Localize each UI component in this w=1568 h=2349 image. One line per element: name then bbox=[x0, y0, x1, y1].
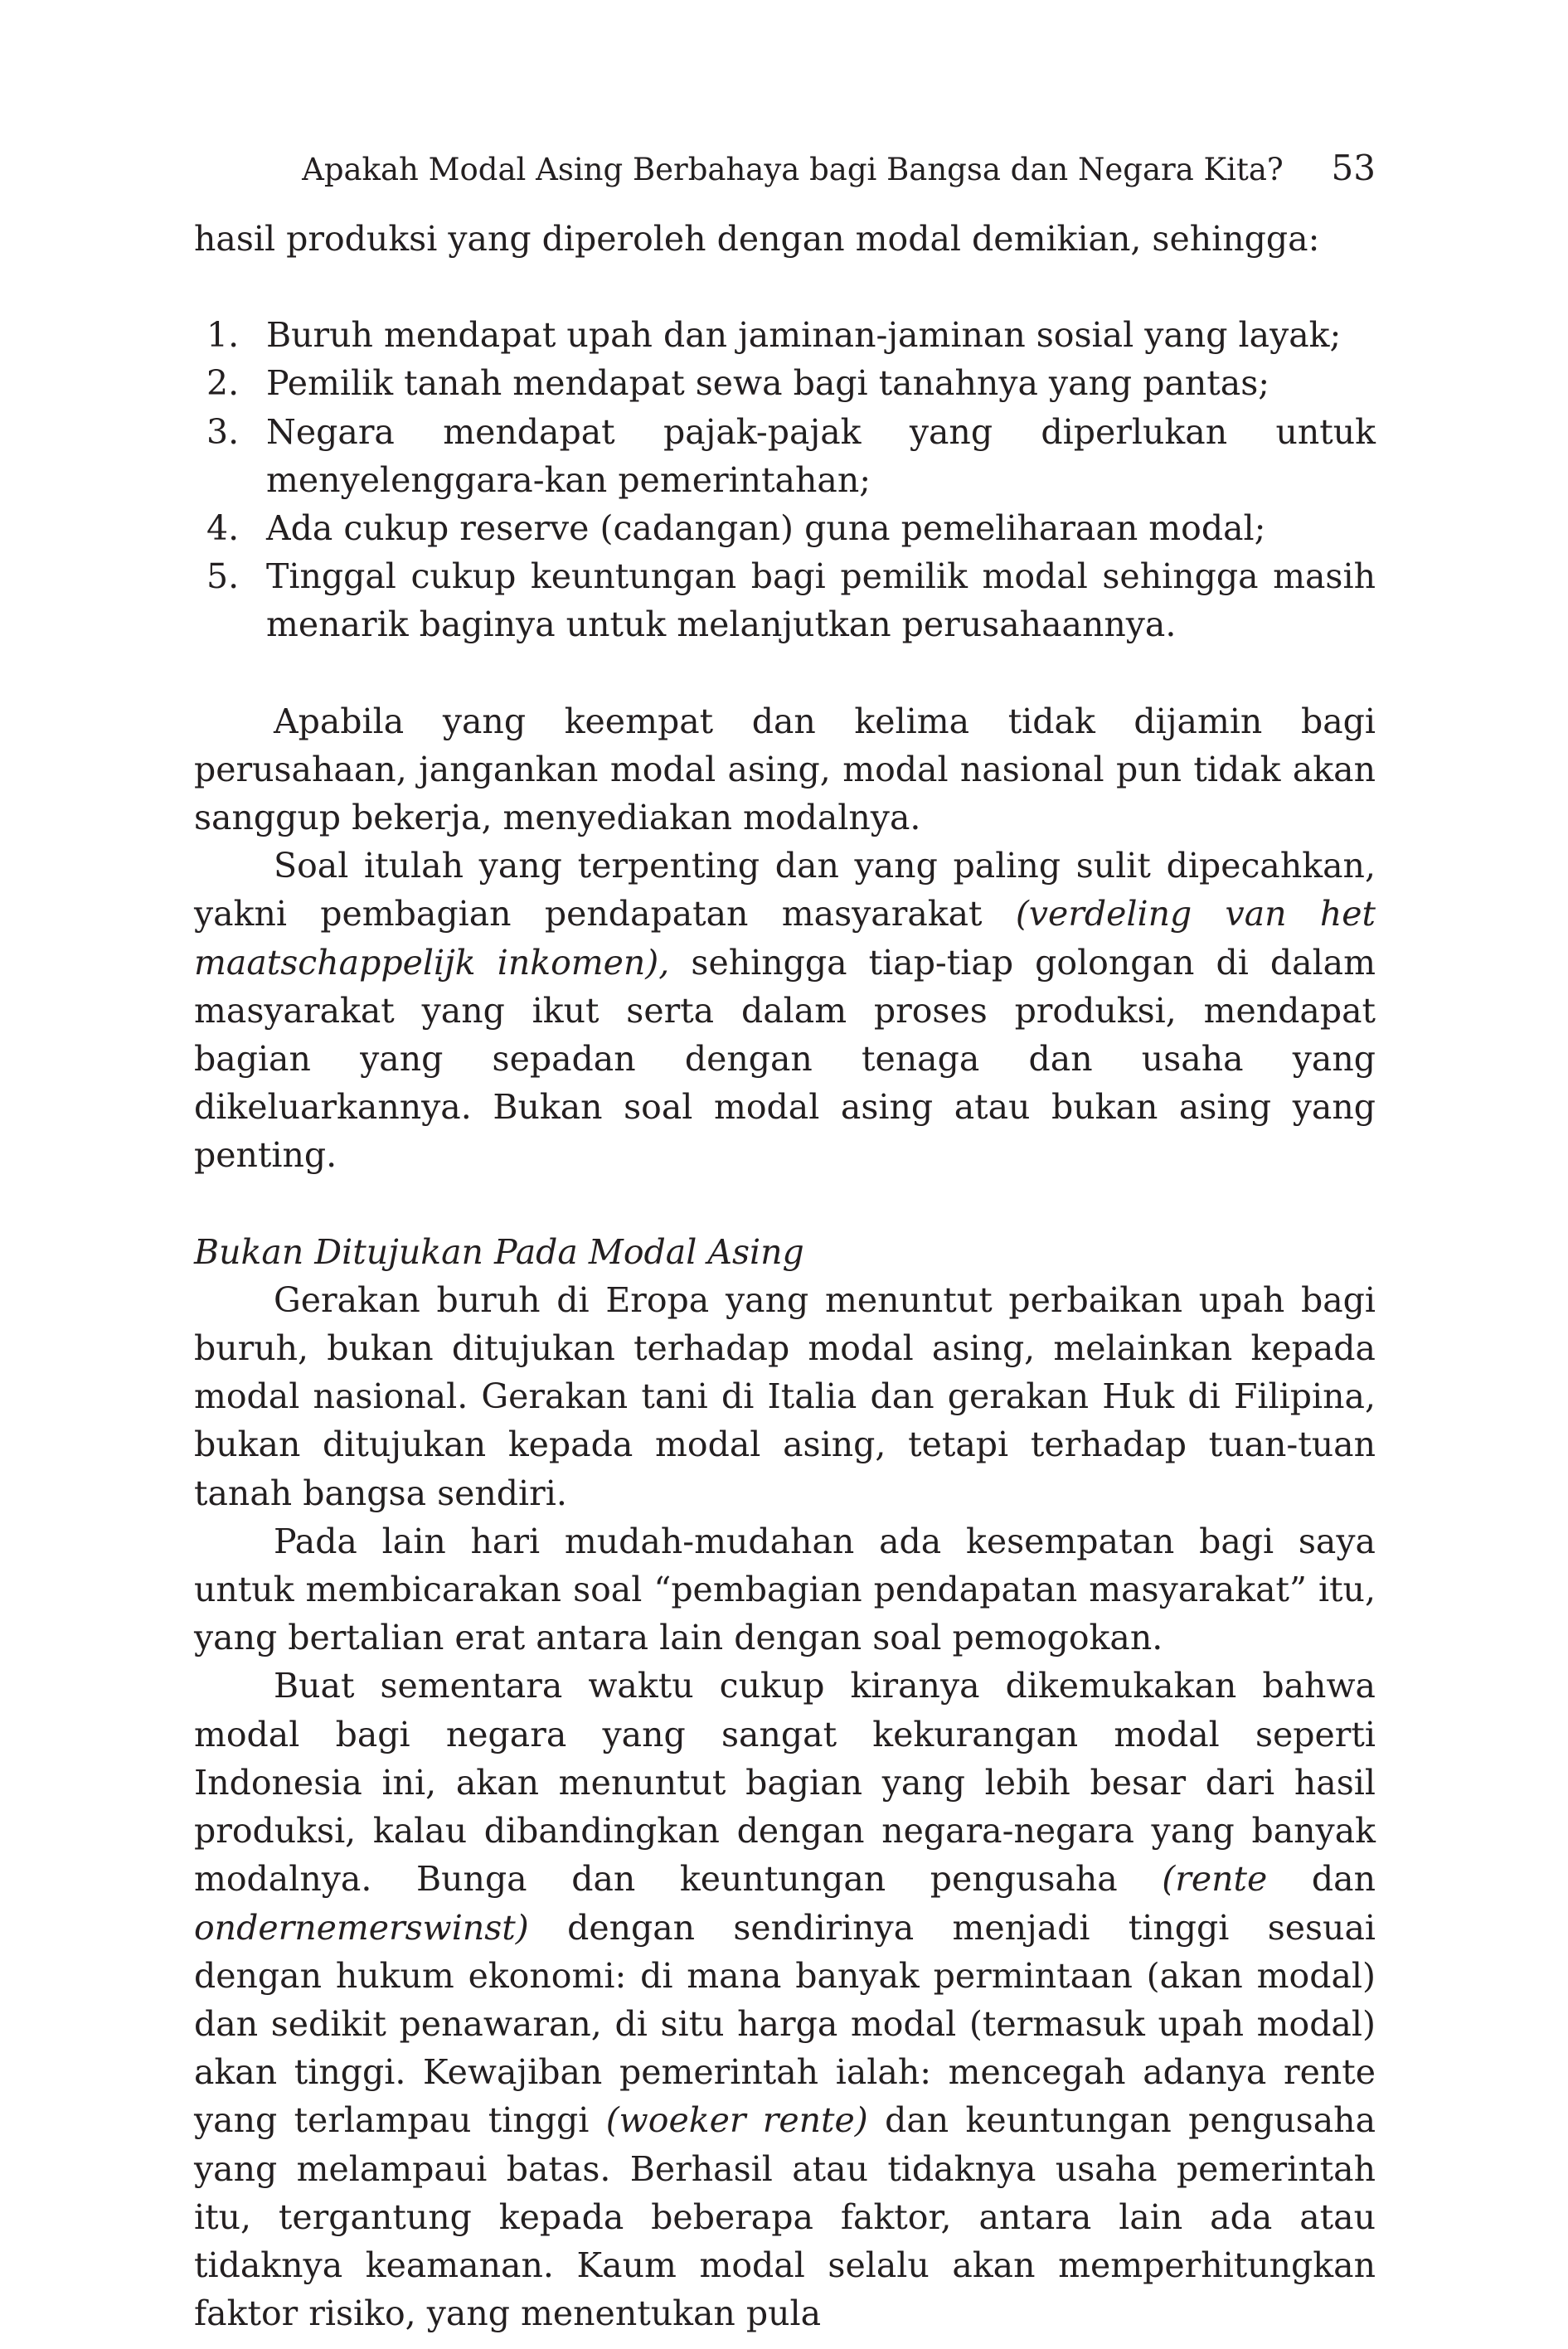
list-item bbox=[194, 504, 1376, 552]
paragraph: Apabila yang keempat dan kelima tidak dijamin bagi perusahaan, jangankan modal asing, modal nasional pun tidak akan sanggup bekerja, menyediakan modalnya. bbox=[194, 701, 1376, 838]
list-item-number: 5. bbox=[206, 556, 240, 597]
list-item-text: Ada cukup reserve (cadangan) guna pemeliharaan modal; bbox=[266, 508, 1266, 549]
list-item-text: Pemilik tanah mendapat sewa bagi tanahnya yang pantas; bbox=[266, 363, 1270, 404]
list-item-number: 3. bbox=[206, 411, 240, 452]
spacer bbox=[194, 263, 1376, 311]
text-run: sehingga tiap-tiap golongan di dalam masyarakat yang ikut serta dalam proses produksi, mendapat bagian yang sepadan dengan tenaga dan usaha yang dikeluarkannya. Bukan soal modal asing atau bukan asing yang penting. bbox=[194, 942, 1376, 1176]
text-run: Buat sementara waktu cukup kiranya dikemukakan bahwa modal bagi negara yang sangat kekurangan modal seperti Indonesia ini, akan menuntut bagian yang lebih besar dari hasil produksi, kalau dibandingkan dengan negara-negara yang banyak modalnya. Bunga dan keuntungan pengusaha bbox=[194, 1666, 1376, 1900]
text-run: dan keuntungan pengusaha yang melampaui batas. Berhasil atau tidaknya usaha pemerintah itu, tergantung kepada beberapa faktor, antara lain ada atau tidaknya keamanan. Kaum modal selalu akan memperhitungkan faktor risiko, yang menentukan pula bbox=[194, 2100, 1376, 2334]
italic-phrase: (woeker rente) bbox=[605, 2100, 868, 2141]
body-text bbox=[194, 215, 1376, 2337]
list-item bbox=[194, 408, 1376, 504]
list-item-number: 4. bbox=[206, 508, 240, 549]
paragraph bbox=[194, 842, 1376, 1179]
italic-phrase: ondernemerswinst) bbox=[194, 1907, 529, 1948]
list-item bbox=[194, 311, 1376, 359]
list-item bbox=[194, 552, 1376, 648]
list-item-text: Tinggal cukup keuntungan bagi pemilik modal sehingga masih menarik baginya untuk melanjutkan perusahaannya. bbox=[266, 556, 1376, 645]
list-item-text: Negara mendapat pajak-pajak yang diperlukan untuk menyelenggara-kan pemerintahan; bbox=[266, 411, 1376, 500]
paragraph: Pada lain hari mudah-mudahan ada kesempatan bagi saya untuk membicarakan soal “pembagian pendapatan masyarakat” itu, yang bertalian erat antara lain dengan soal pemogokan. bbox=[194, 1521, 1376, 1658]
numbered-list bbox=[194, 311, 1376, 648]
list-item-text: Buruh mendapat upah dan jaminan-jaminan sosial yang layak; bbox=[266, 315, 1342, 356]
intro-paragraph: hasil produksi yang diperoleh dengan modal demikian, sehingga: bbox=[194, 219, 1320, 259]
page-number: 53 bbox=[1331, 148, 1376, 188]
section-heading: Bukan Ditujukan Pada Modal Asing bbox=[194, 1231, 804, 1272]
running-header-title: Apakah Modal Asing Berbahaya bagi Bangsa dan Negara Kita? bbox=[302, 152, 1284, 187]
text-run: dengan sendirinya menjadi tinggi sesuai dengan hukum ekonomi: di mana banyak permintaan (akan modal) dan sedikit penawaran, di situ harga modal (termasuk upah modal) akan tinggi. Kewajiban pemerintah ialah: mencegah adanya rente yang terlampau tinggi bbox=[194, 1907, 1376, 2141]
italic-phrase: (rente bbox=[1162, 1859, 1268, 1900]
text-run: Soal itulah yang terpenting dan yang paling sulit dipecahkan, yakni pembagian pendapatan masyarakat bbox=[194, 846, 1376, 934]
italic-phrase: (verdeling van het maatschappelijk inkomen), bbox=[194, 894, 1376, 983]
running-header bbox=[302, 148, 1376, 189]
spacer bbox=[194, 649, 1376, 697]
paragraph bbox=[194, 1662, 1376, 2337]
text-run: dan bbox=[1267, 1859, 1376, 1900]
list-item bbox=[194, 359, 1376, 407]
list-item-number: 2. bbox=[206, 363, 240, 404]
paragraph: Gerakan buruh di Eropa yang menuntut perbaikan upah bagi buruh, bukan ditujukan terhadap modal asing, melainkan kepada modal nasional. Gerakan tani di Italia dan gerakan Huk di Filipina, bukan ditujukan kepada modal asing, tetapi terhadap tuan-tuan tanah bangsa sendiri. bbox=[194, 1279, 1376, 1513]
spacer bbox=[194, 1180, 1376, 1228]
list-item-number: 1. bbox=[206, 315, 240, 356]
